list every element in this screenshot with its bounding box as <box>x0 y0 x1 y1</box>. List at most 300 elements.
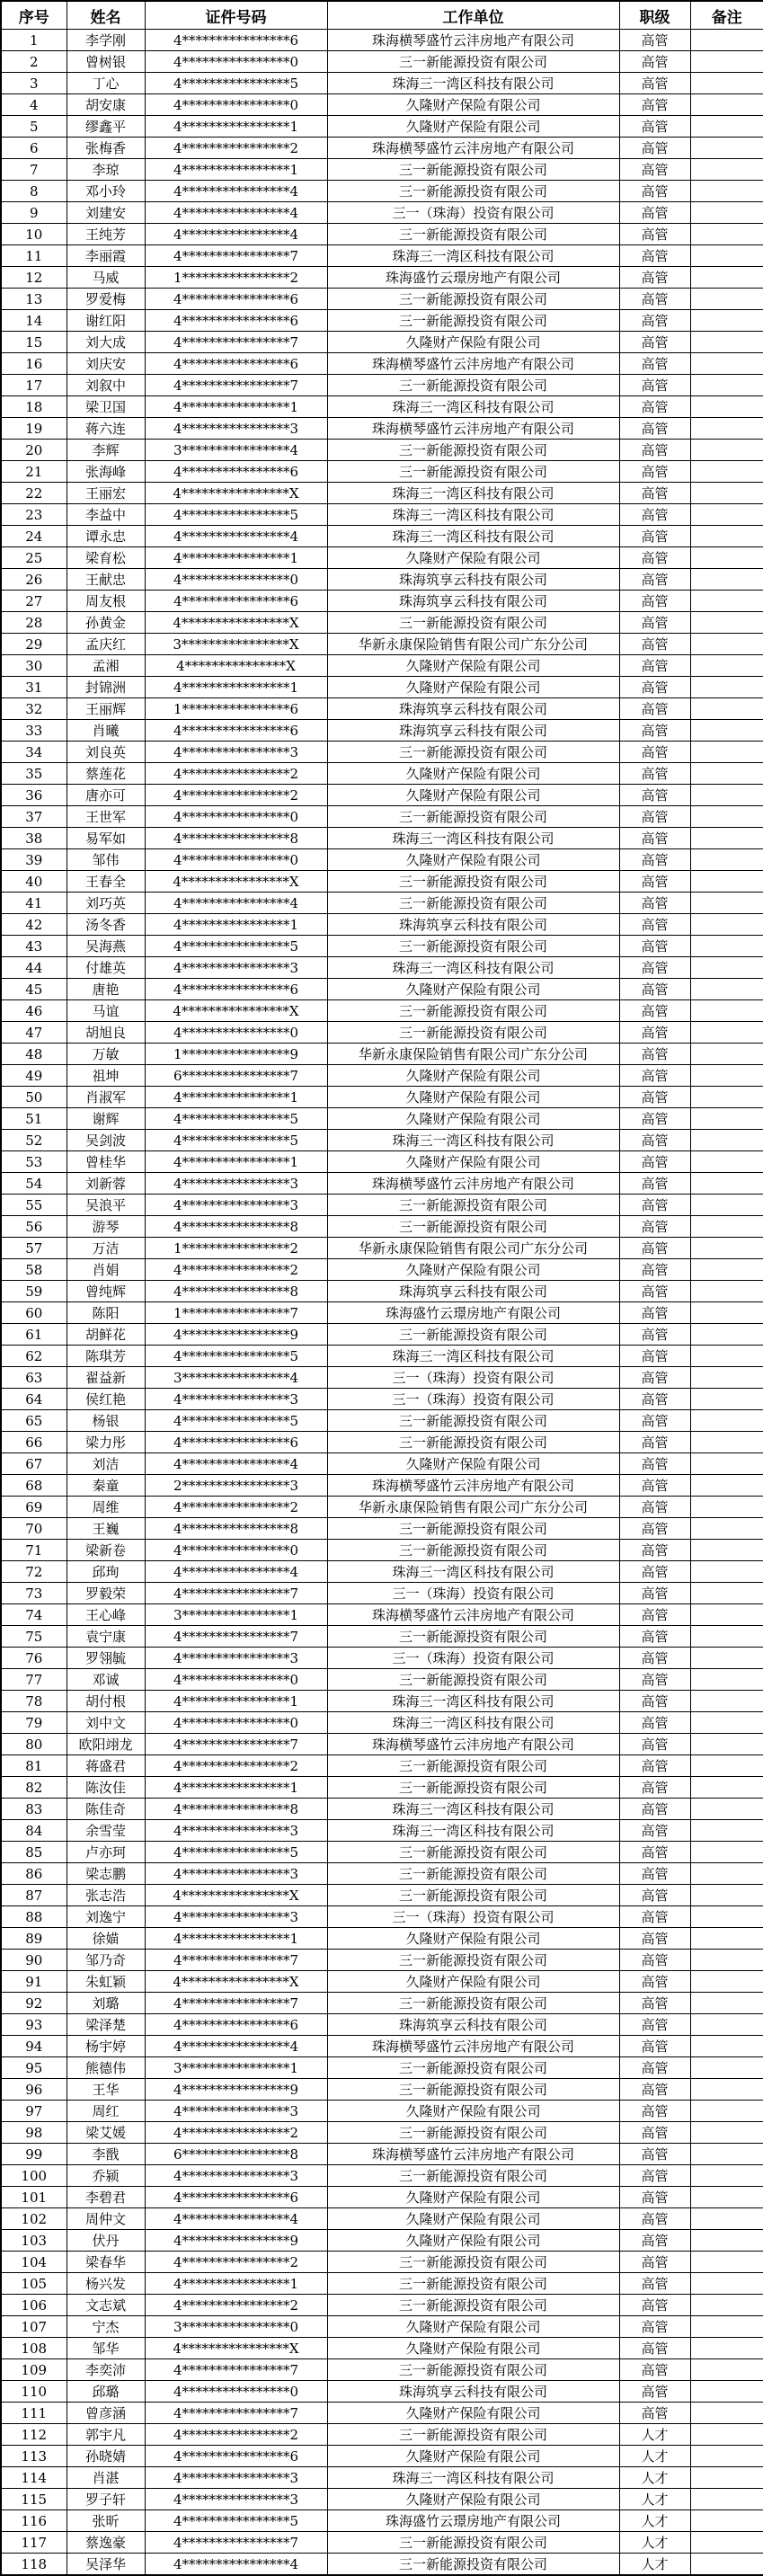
cell-employer: 三一新能源投资有限公司 <box>327 1777 619 1799</box>
table-row <box>1 1993 763 2014</box>
cell-id_number: 4****************7 <box>145 1734 327 1755</box>
cell-employer: 久隆财产保险有限公司 <box>327 2489 619 2510</box>
cell-name: 李碧君 <box>67 2187 145 2208</box>
table-row <box>1 2316 763 2338</box>
cell-rank: 高管 <box>619 1691 690 1712</box>
cell-employer: 华新永康保险销售有限公司广东分公司 <box>327 1497 619 1518</box>
cell-name: 郭宇凡 <box>67 2424 145 2446</box>
cell-name: 周红 <box>67 2101 145 2122</box>
table-row <box>1 591 763 612</box>
table-row <box>1 2424 763 2446</box>
cell-note <box>690 2381 763 2403</box>
cell-note <box>690 1755 763 1777</box>
cell-note <box>690 1906 763 1928</box>
cell-note <box>690 957 763 979</box>
table-row <box>1 1108 763 1130</box>
cell-employer: 华新永康保险销售有限公司广东分公司 <box>327 1044 619 1065</box>
table-row <box>1 1540 763 1561</box>
cell-name: 封锦洲 <box>67 677 145 698</box>
cell-rank: 高管 <box>619 418 690 440</box>
cell-no: 43 <box>1 936 67 957</box>
cell-note <box>690 116 763 138</box>
cell-note <box>690 1173 763 1195</box>
cell-employer: 三一新能源投资有限公司 <box>327 51 619 73</box>
cell-id_number: 4****************X <box>145 2338 327 2359</box>
cell-note <box>690 2403 763 2424</box>
cell-no: 6 <box>1 138 67 159</box>
cell-rank: 高管 <box>619 1518 690 1540</box>
cell-no: 90 <box>1 1950 67 1971</box>
cell-no: 100 <box>1 2165 67 2187</box>
table-row <box>1 2122 763 2144</box>
cell-rank: 高管 <box>619 353 690 375</box>
cell-note <box>690 1259 763 1281</box>
cell-employer: 三一新能源投资有限公司 <box>327 1669 619 1691</box>
cell-id_number: 4****************6 <box>145 2187 327 2208</box>
cell-employer: 珠海三一湾区科技有限公司 <box>327 245 619 267</box>
table-row <box>1 504 763 526</box>
cell-no: 4 <box>1 94 67 116</box>
cell-no: 8 <box>1 181 67 202</box>
cell-note <box>690 2489 763 2510</box>
cell-name: 梁春华 <box>67 2252 145 2273</box>
table-row <box>1 1755 763 1777</box>
table-row <box>1 720 763 742</box>
cell-id_number: 4****************9 <box>145 2230 327 2252</box>
cell-rank: 高管 <box>619 2101 690 2122</box>
cell-no: 49 <box>1 1065 67 1087</box>
cell-name: 邱珣 <box>67 1561 145 1583</box>
cell-name: 周仲文 <box>67 2208 145 2230</box>
cell-employer: 三一新能源投资有限公司 <box>327 310 619 332</box>
cell-rank: 高管 <box>619 1346 690 1367</box>
cell-no: 14 <box>1 310 67 332</box>
cell-name: 罗爱梅 <box>67 289 145 310</box>
cell-no: 30 <box>1 655 67 677</box>
cell-note <box>690 914 763 936</box>
cell-name: 王献忠 <box>67 569 145 591</box>
cell-id_number: 3****************1 <box>145 2057 327 2079</box>
cell-note <box>690 849 763 871</box>
cell-id_number: 4****************5 <box>145 2510 327 2532</box>
cell-employer: 三一新能源投资有限公司 <box>327 2424 619 2446</box>
cell-no: 60 <box>1 1302 67 1324</box>
cell-name: 祖坤 <box>67 1065 145 1087</box>
table-row <box>1 1971 763 1993</box>
table-row <box>1 936 763 957</box>
table-row <box>1 1000 763 1022</box>
cell-note <box>690 547 763 569</box>
table-row <box>1 1259 763 1281</box>
cell-id_number: 4****************3 <box>145 418 327 440</box>
cell-no: 45 <box>1 979 67 1000</box>
cell-note <box>690 2532 763 2554</box>
table-row <box>1 871 763 893</box>
cell-note <box>690 2467 763 2489</box>
cell-name: 李琼 <box>67 159 145 181</box>
cell-id_number: 4****************6 <box>145 30 327 51</box>
cell-id_number: 4****************0 <box>145 94 327 116</box>
cell-id_number: 3****************4 <box>145 440 327 461</box>
cell-no: 34 <box>1 742 67 763</box>
cell-note <box>690 1453 763 1475</box>
cell-no: 53 <box>1 1151 67 1173</box>
cell-employer: 华新永康保险销售有限公司广东分公司 <box>327 634 619 655</box>
table-row <box>1 1022 763 1044</box>
table-row <box>1 1669 763 1691</box>
cell-employer: 久隆财产保险有限公司 <box>327 677 619 698</box>
cell-id_number: 4****************1 <box>145 1777 327 1799</box>
cell-name: 孙黄金 <box>67 612 145 634</box>
cell-note <box>690 375 763 396</box>
cell-note <box>690 1540 763 1561</box>
cell-no: 106 <box>1 2295 67 2316</box>
cell-rank: 高管 <box>619 2144 690 2165</box>
cell-id_number: 4****************2 <box>145 1259 327 1281</box>
cell-name: 刘建安 <box>67 202 145 224</box>
cell-id_number: 4****************0 <box>145 1022 327 1044</box>
cell-id_number: 4****************0 <box>145 1712 327 1734</box>
table-row <box>1 2273 763 2295</box>
cell-note <box>690 73 763 94</box>
cell-name: 曾纯辉 <box>67 1281 145 1302</box>
cell-no: 63 <box>1 1367 67 1389</box>
cell-employer: 珠海三一湾区科技有限公司 <box>327 73 619 94</box>
cell-employer: 三一新能源投资有限公司 <box>327 1863 619 1885</box>
table-row <box>1 979 763 1000</box>
cell-id_number: 4****************2 <box>145 2424 327 2446</box>
cell-employer: 三一新能源投资有限公司 <box>327 375 619 396</box>
cell-name: 肖曦 <box>67 720 145 742</box>
cell-id_number: 6****************7 <box>145 1065 327 1087</box>
cell-id_number: 4****************3 <box>145 1863 327 1885</box>
cell-no: 58 <box>1 1259 67 1281</box>
cell-id_number: 4****************1 <box>145 914 327 936</box>
cell-rank: 高管 <box>619 332 690 353</box>
cell-no: 12 <box>1 267 67 289</box>
cell-name: 万敏 <box>67 1044 145 1065</box>
cell-note <box>690 1195 763 1216</box>
cell-no: 46 <box>1 1000 67 1022</box>
table-row <box>1 1475 763 1497</box>
cell-no: 16 <box>1 353 67 375</box>
table-row <box>1 2510 763 2532</box>
table-row <box>1 2014 763 2036</box>
cell-rank: 高管 <box>619 2079 690 2101</box>
table-row <box>1 1130 763 1151</box>
cell-no: 36 <box>1 785 67 806</box>
cell-name: 梁泽楚 <box>67 2014 145 2036</box>
cell-id_number: 4****************6 <box>145 720 327 742</box>
cell-rank: 高管 <box>619 1367 690 1389</box>
cell-note <box>690 1518 763 1540</box>
cell-employer: 三一新能源投资有限公司 <box>327 1842 619 1863</box>
cell-no: 26 <box>1 569 67 591</box>
cell-id_number: 4****************4 <box>145 2036 327 2057</box>
cell-no: 67 <box>1 1453 67 1475</box>
cell-name: 王巍 <box>67 1518 145 1540</box>
cell-id_number: 4****************5 <box>145 1346 327 1367</box>
cell-rank: 高管 <box>619 1130 690 1151</box>
cell-employer: 三一新能源投资有限公司 <box>327 742 619 763</box>
cell-no: 93 <box>1 2014 67 2036</box>
table-row <box>1 2359 763 2381</box>
cell-id_number: 4****************1 <box>145 159 327 181</box>
cell-note <box>690 1885 763 1906</box>
cell-no: 62 <box>1 1346 67 1367</box>
cell-name: 李益中 <box>67 504 145 526</box>
cell-name: 谢红阳 <box>67 310 145 332</box>
table-row <box>1 1777 763 1799</box>
cell-no: 29 <box>1 634 67 655</box>
cell-note <box>690 785 763 806</box>
cell-no: 112 <box>1 2424 67 2446</box>
cell-rank: 高管 <box>619 2359 690 2381</box>
cell-name: 孟湘 <box>67 655 145 677</box>
cell-name: 周友根 <box>67 591 145 612</box>
cell-name: 胡鲜花 <box>67 1324 145 1346</box>
cell-employer: 久隆财产保险有限公司 <box>327 979 619 1000</box>
cell-no: 3 <box>1 73 67 94</box>
cell-name: 卢亦珂 <box>67 1842 145 1863</box>
cell-note <box>690 2316 763 2338</box>
table-row <box>1 1950 763 1971</box>
cell-id_number: 4****************5 <box>145 504 327 526</box>
cell-rank: 高管 <box>619 504 690 526</box>
cell-id_number: 4****************X <box>145 871 327 893</box>
cell-no: 64 <box>1 1389 67 1410</box>
cell-name: 缪鑫平 <box>67 116 145 138</box>
cell-name: 刘巧英 <box>67 893 145 914</box>
cell-note <box>690 936 763 957</box>
table-row <box>1 2532 763 2554</box>
cell-no: 87 <box>1 1885 67 1906</box>
header-employer: 工作单位 <box>327 1 619 30</box>
cell-note <box>690 289 763 310</box>
cell-employer: 三一新能源投资有限公司 <box>327 1950 619 1971</box>
cell-rank: 高管 <box>619 1755 690 1777</box>
cell-note <box>690 1216 763 1238</box>
cell-name: 吴浪平 <box>67 1195 145 1216</box>
cell-no: 19 <box>1 418 67 440</box>
cell-rank: 高管 <box>619 1302 690 1324</box>
cell-note <box>690 871 763 893</box>
cell-name: 邓诚 <box>67 1669 145 1691</box>
cell-no: 108 <box>1 2338 67 2359</box>
cell-rank: 高管 <box>619 2208 690 2230</box>
cell-rank: 高管 <box>619 1842 690 1863</box>
cell-name: 朱虹颖 <box>67 1971 145 1993</box>
cell-rank: 高管 <box>619 957 690 979</box>
cell-no: 65 <box>1 1410 67 1432</box>
table-row <box>1 2381 763 2403</box>
table-row <box>1 1324 763 1346</box>
cell-note <box>690 2510 763 2532</box>
cell-no: 71 <box>1 1540 67 1561</box>
cell-name: 罗翎毓 <box>67 1648 145 1669</box>
table-row <box>1 418 763 440</box>
cell-note <box>690 2338 763 2359</box>
cell-no: 39 <box>1 849 67 871</box>
cell-no: 54 <box>1 1173 67 1195</box>
cell-name: 李戬 <box>67 2144 145 2165</box>
table-row <box>1 2036 763 2057</box>
table-row <box>1 2187 763 2208</box>
cell-rank: 高管 <box>619 289 690 310</box>
cell-employer: 三一新能源投资有限公司 <box>327 1022 619 1044</box>
cell-note <box>690 159 763 181</box>
cell-no: 35 <box>1 763 67 785</box>
cell-name: 吴泽华 <box>67 2554 145 2576</box>
cell-no: 70 <box>1 1518 67 1540</box>
cell-id_number: 4****************1 <box>145 396 327 418</box>
cell-name: 唐艳 <box>67 979 145 1000</box>
table-row <box>1 2057 763 2079</box>
cell-name: 刘新蓉 <box>67 1173 145 1195</box>
cell-employer: 三一新能源投资有限公司 <box>327 806 619 828</box>
table-row <box>1 159 763 181</box>
cell-id_number: 4****************1 <box>145 677 327 698</box>
cell-no: 78 <box>1 1691 67 1712</box>
cell-no: 113 <box>1 2446 67 2467</box>
cell-id_number: 4****************1 <box>145 1087 327 1108</box>
cell-name: 曾树银 <box>67 51 145 73</box>
cell-id_number: 4****************4 <box>145 2208 327 2230</box>
cell-rank: 高管 <box>619 1928 690 1950</box>
table-row <box>1 332 763 353</box>
cell-no: 98 <box>1 2122 67 2144</box>
table-row <box>1 1734 763 1755</box>
cell-employer: 三一新能源投资有限公司 <box>327 1000 619 1022</box>
table-row <box>1 828 763 849</box>
cell-id_number: 4****************5 <box>145 1130 327 1151</box>
cell-no: 18 <box>1 396 67 418</box>
cell-note <box>690 2079 763 2101</box>
cell-rank: 高管 <box>619 1065 690 1087</box>
cell-note <box>690 612 763 634</box>
cell-id_number: 4****************X <box>145 1885 327 1906</box>
cell-rank: 高管 <box>619 1971 690 1993</box>
cell-rank: 高管 <box>619 1820 690 1842</box>
cell-note <box>690 1669 763 1691</box>
cell-no: 38 <box>1 828 67 849</box>
cell-name: 周维 <box>67 1497 145 1518</box>
cell-id_number: 4***************X <box>145 655 327 677</box>
cell-rank: 人才 <box>619 2554 690 2576</box>
cell-employer: 三一新能源投资有限公司 <box>327 1216 619 1238</box>
cell-rank: 高管 <box>619 1281 690 1302</box>
cell-no: 88 <box>1 1906 67 1928</box>
cell-id_number: 4****************7 <box>145 332 327 353</box>
cell-rank: 高管 <box>619 1259 690 1281</box>
cell-employer: 珠海三一湾区科技有限公司 <box>327 1712 619 1734</box>
table-row <box>1 1820 763 1842</box>
cell-note <box>690 224 763 245</box>
cell-no: 91 <box>1 1971 67 1993</box>
cell-employer: 久隆财产保险有限公司 <box>327 2101 619 2122</box>
cell-name: 秦童 <box>67 1475 145 1497</box>
table-row <box>1 1626 763 1648</box>
cell-no: 66 <box>1 1432 67 1453</box>
cell-rank: 高管 <box>619 1173 690 1195</box>
cell-employer: 珠海三一湾区科技有限公司 <box>327 1346 619 1367</box>
cell-id_number: 4****************3 <box>145 1648 327 1669</box>
cell-rank: 高管 <box>619 310 690 332</box>
cell-rank: 高管 <box>619 914 690 936</box>
cell-rank: 高管 <box>619 1151 690 1173</box>
cell-employer: 珠海横琴盛竹云沣房地产有限公司 <box>327 2144 619 2165</box>
cell-note <box>690 569 763 591</box>
cell-no: 27 <box>1 591 67 612</box>
table-row <box>1 2079 763 2101</box>
cell-id_number: 4****************8 <box>145 1281 327 1302</box>
cell-employer: 三一新能源投资有限公司 <box>327 2554 619 2576</box>
cell-id_number: 4****************7 <box>145 2403 327 2424</box>
cell-note <box>690 677 763 698</box>
cell-employer: 久隆财产保险有限公司 <box>327 655 619 677</box>
cell-id_number: 4****************3 <box>145 1173 327 1195</box>
table-row <box>1 1389 763 1410</box>
cell-note <box>690 440 763 461</box>
cell-employer: 珠海筑享云科技有限公司 <box>327 2014 619 2036</box>
cell-id_number: 4****************X <box>145 612 327 634</box>
cell-name: 罗毅荣 <box>67 1583 145 1604</box>
table-row <box>1 914 763 936</box>
cell-no: 48 <box>1 1044 67 1065</box>
cell-id_number: 4****************2 <box>145 1755 327 1777</box>
table-row <box>1 1216 763 1238</box>
cell-employer: 三一新能源投资有限公司 <box>327 2122 619 2144</box>
cell-no: 57 <box>1 1238 67 1259</box>
cell-note <box>690 2165 763 2187</box>
cell-name: 邓小玲 <box>67 181 145 202</box>
cell-note <box>690 1971 763 1993</box>
cell-employer: 三一（珠海）投资有限公司 <box>327 1389 619 1410</box>
cell-note <box>690 1302 763 1324</box>
cell-rank: 高管 <box>619 828 690 849</box>
cell-id_number: 4****************4 <box>145 1453 327 1475</box>
table-row <box>1 2144 763 2165</box>
cell-id_number: 4****************7 <box>145 245 327 267</box>
cell-name: 王丽宏 <box>67 483 145 504</box>
cell-note <box>690 828 763 849</box>
cell-employer: 三一新能源投资有限公司 <box>327 612 619 634</box>
cell-employer: 久隆财产保险有限公司 <box>327 547 619 569</box>
cell-note <box>690 1432 763 1453</box>
cell-name: 文志斌 <box>67 2295 145 2316</box>
cell-note <box>690 1410 763 1432</box>
cell-id_number: 4****************4 <box>145 224 327 245</box>
cell-note <box>690 461 763 483</box>
cell-note <box>690 138 763 159</box>
cell-id_number: 4****************7 <box>145 375 327 396</box>
cell-name: 刘中文 <box>67 1712 145 1734</box>
cell-rank: 高管 <box>619 612 690 634</box>
cell-name: 谢辉 <box>67 1108 145 1130</box>
cell-employer: 珠海横琴盛竹云沣房地产有限公司 <box>327 2036 619 2057</box>
cell-name: 唐亦可 <box>67 785 145 806</box>
cell-note <box>690 2554 763 2576</box>
cell-no: 2 <box>1 51 67 73</box>
cell-no: 97 <box>1 2101 67 2122</box>
table-row <box>1 806 763 828</box>
cell-employer: 三一新能源投资有限公司 <box>327 893 619 914</box>
cell-note <box>690 1108 763 1130</box>
cell-name: 肖湛 <box>67 2467 145 2489</box>
cell-rank: 人才 <box>619 2446 690 2467</box>
cell-name: 余雪莹 <box>67 1820 145 1842</box>
cell-name: 蔡逸豪 <box>67 2532 145 2554</box>
